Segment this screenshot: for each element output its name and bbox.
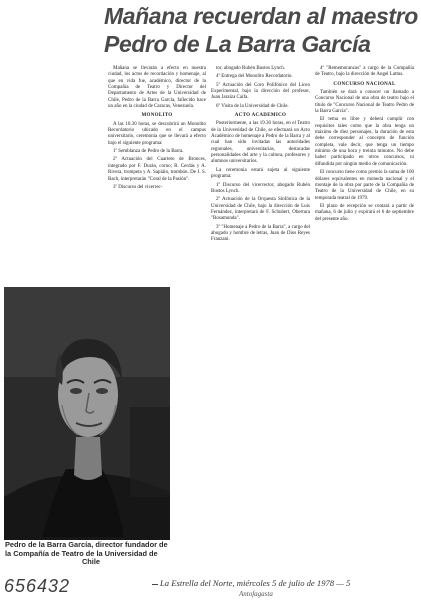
program-item: 1º Semblanza de Pedro de la Barra. bbox=[113, 149, 184, 155]
handwritten-note: Antofagasta bbox=[239, 590, 273, 598]
subhead-monolito: MONOLITO bbox=[141, 113, 173, 119]
headline bbox=[104, 2, 418, 58]
portrait-photo bbox=[4, 287, 170, 540]
concurso-paragraph: El concurso tiene como premio la suma de 100 dólares equivalentes en moneda nacional y el montaje de la obra por parte de la Compañía de Teatro de la Universidad de Chile, en su temporada teatral de 1979. bbox=[315, 170, 414, 201]
article-column-1 bbox=[108, 66, 206, 193]
article-column-2 bbox=[211, 66, 310, 246]
footer-page-number: 5 bbox=[346, 578, 351, 588]
photo-caption bbox=[5, 541, 177, 567]
program-item: 3º Discurso del vicerrec- bbox=[113, 184, 163, 190]
footer-separator: — bbox=[336, 578, 347, 588]
program-item: 4º "Rememoranzas" a cargo de la Compañía de Teatro, bajo la dirección de Angel Lattus. bbox=[315, 66, 414, 78]
subhead-acto-academico: ACTO ACADEMICO bbox=[234, 113, 287, 119]
portrait-illustration bbox=[4, 287, 170, 540]
program-item: 4º Entrega del Monolito Recordatorio. bbox=[216, 74, 293, 80]
program-item: tor, abogado Rubén Bustos Lynch. bbox=[216, 66, 285, 71]
program-item: 2º Actuación de la Orquesta Sinfónica de la Universidad de Chile, bajo la dirección de Luis Fernández, interpretará de F. Schubert, Obertura "Rosamunda". bbox=[211, 197, 310, 222]
acto-paragraph: La ceremonia estará sujeta al siguiente programa: bbox=[211, 167, 310, 180]
concurso-paragraph: El tema es libre y deberá cumplir con requisitos tales como que la obra tenga un máximo de diez personajes, la duración de esta debe corresponder al concepto de función completa, vale decir, que tenga un tiempo mínimo de una hora y treinta minutos. No debe haber participado en otros concursos, ni difundida por ningún medio de comunicación. bbox=[315, 117, 414, 167]
concurso-paragraph: También se dará a conocer un llamado a Concurso Nacional de una obra de teatro bajo el título de "Concurso Nacional de Teatro Pedro de la Barra García". bbox=[315, 90, 414, 115]
caption-line-3: Chile bbox=[81, 557, 101, 567]
monolito-paragraph: A las 10.30 horas, se descubrirá un Monolito Recordatorio ubicado en el campus universitario, ceremonia que se llevará a efecto bajo el siguiente programa: bbox=[108, 121, 206, 146]
intro-paragraph: Mañana se llevarán a efecto en nuestra ciudad, los actos de recordación y homenaje, al que en vida fue, académico, director de la Compañía de Teatro y Director del Departamento de Artes de la Universidad de Chile, Pedro de la Barra García, fallecido hace un año en la ciudad de Caracas, Venezuela. bbox=[108, 66, 206, 110]
program-item: 5º Actuación del Coro Polifónico del Liceo Experimental, bajo la dirección del profesor, Juan Jaraíza Caifa. bbox=[211, 82, 310, 101]
footer-source-text: La Estrella del Norte, miércoles 5 de julio de 1978 bbox=[160, 578, 335, 588]
program-item: 6º Visita de la Universidad de Chile. bbox=[216, 103, 289, 109]
footer-source bbox=[160, 578, 418, 588]
program-item: 1º Discurso del vicerrector, abogado Rubén Bustos Lynch. bbox=[211, 182, 310, 194]
concurso-paragraph: El plazo de recepción se contará a partir de mañana, 6 de julio y expirará el 6 de septiembre del presente año. bbox=[315, 203, 414, 222]
program-item: 3º "Homenaje a Pedro de la Barra", a cargo del abogado y hombre de letras, Juan de Dios Reyes Franzani. bbox=[211, 224, 310, 243]
footer-dash bbox=[152, 584, 158, 585]
caption-line-2: la Compañía de Teatro de la Universidad de bbox=[5, 548, 158, 558]
subhead-concurso-nacional: CONCURSO NACIONAL bbox=[333, 81, 396, 87]
caption-line-1: Pedro de la Barra García, director fundador de bbox=[5, 540, 168, 549]
program-item: 2º Actuación del Cuarteto de Bronces, integrado por F. Durán, corno; R. Cerdás y A. Rivera, trompeta y A. Sapiáin, trombón. De J. S. Bach, interpretarán "Coral de la Pasión". bbox=[108, 157, 206, 182]
headline-line-1: Mañana recuerdan al maestro bbox=[104, 3, 418, 29]
acto-paragraph: Posteriormente, a las 19.30 horas, en el Teatro de la Universidad de Chile, se efectuará un Acto Académico de homenaje a Pedro de la Barra y al cual han sido invitadas las autoridades regionales, universitarias, destacadas personalidades del arte y la cultura, profesores y alumnos universitarios. bbox=[211, 121, 310, 165]
handwritten-number: 656432 bbox=[4, 576, 71, 596]
headline-line-2: Pedro de La Barra García bbox=[104, 31, 371, 57]
article-column-3 bbox=[315, 66, 414, 225]
